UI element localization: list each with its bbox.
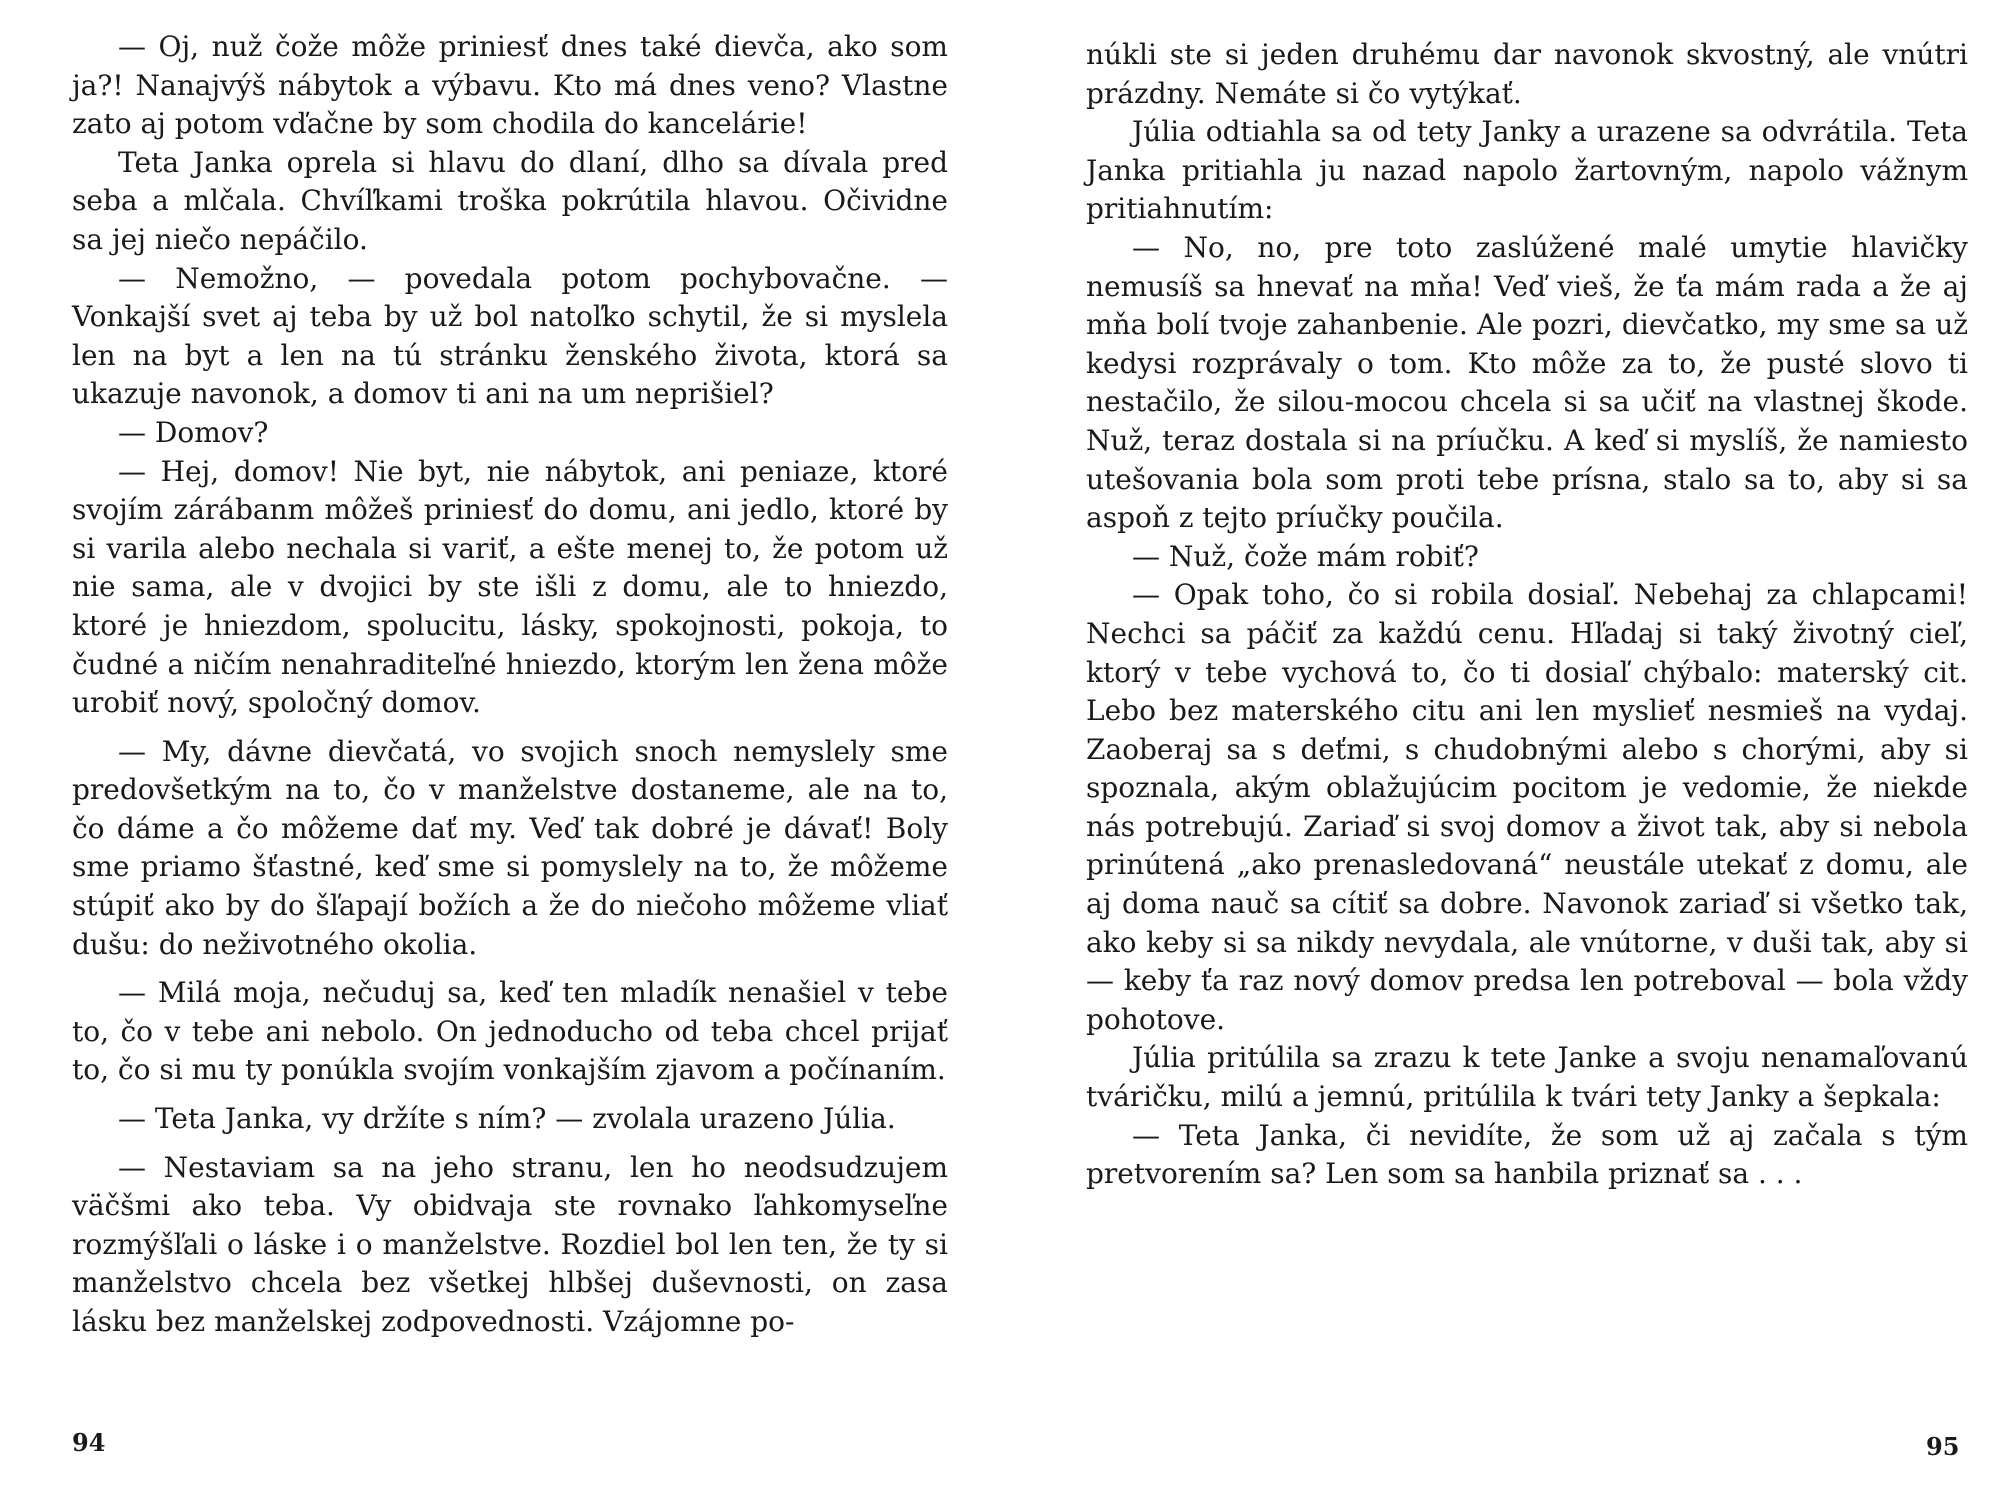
paragraph: — Teta Janka, vy držíte s ním? — zvolala urazeno Júlia. (118, 1102, 896, 1136)
paragraph: — Nemožno, — povedala potom pochybovačne. — Vonkajší svet aj teba by už bol natoľko schytil, že si myslela len na byt a len na tú stránku ženského života, ktorá sa ukazuje navonok, a domov ti ani na um neprišiel? (72, 261, 948, 411)
paragraph: — Nuž, čože mám robiť? (1132, 539, 1479, 573)
paragraph: Júlia pritúlila sa zrazu k tete Janke a svoju nenamaľovanú tváričku, milú a jemnú, pritúlila k tvári tety Janky a šepkala: (1086, 1041, 1968, 1114)
paragraph: — No, no, pre toto zaslúžené malé umytie hlavičky nemusíš sa hnevať na mňa! Veď vieš, že ťa mám rada a že aj mňa bolí tvoje zahanbenie. Ale pozri, dievčatko, my sme sa už kedysi rozprávaly o tom. Kto môže za to, že pusté slovo ti nestačilo, že silou-mocou chcela si sa učiť na vlastnej škode. Nuž, teraz dostala si na príučku. A keď si myslíš, že namiesto utešovania bola som proti tebe prísna, stalo sa to, aby si sa aspoň z tejto príučky poučila. (1086, 230, 1968, 535)
paragraph: Júlia odtiahla sa od tety Janky a urazene sa odvrátila. Teta Janka pritiahla ju nazad napolo žartovným, napolo vážnym pritiahnutím: (1086, 115, 1968, 226)
paragraph: — Opak toho, čo si robila dosiaľ. Nebehaj za chlapcami! Nechci sa páčiť za každú cenu. Hľadaj si taký životný cieľ, ktorý v tebe vychová to, čo ti dosiaľ chýbalo: materský cit. Lebo bez materského citu ani len myslieť nesmieš na vydaj. Zaoberaj sa s deťmi, s chudobnými alebo s chorými, aby si spoznala, akým oblažujúcim pocitom je vedomie, že niekde nás potrebujú. Zariaď si svoj domov a život tak, aby si nebola prinútená „ako prenasledovaná“ neustále utekať z domu, ale aj doma nauč sa cítiť sa dobre. Navonok zariaď si všetko tak, ako keby si sa nikdy nevydala, ale vnútorne, v duši tak, aby si — keby ťa raz nový domov predsa len potreboval — bola vždy pohotove. (1086, 578, 1968, 1036)
paragraph: — Oj, nuž čože môže priniesť dnes také dievča, ako som ja?! Nanajvýš nábytok a výbavu. Kto má dnes veno? Vlastne zato aj potom vďačne by som chodila do kancelárie! (72, 30, 948, 141)
page-number: 95 (1926, 1432, 1960, 1461)
paragraph: — Teta Janka, či nevidíte, že som už aj začala s tým pretvorením sa? Len som sa hanbila priznať sa . . . (1086, 1118, 1968, 1191)
page-number: 94 (72, 1428, 106, 1457)
paragraph: — Nestaviam sa na jeho stranu, len ho neodsudzujem väčšmi ako teba. Vy obidvaja ste rovnako ľahkomyseľne rozmýšľali o láske i o manželstve. Rozdiel bol len ten, že ty si manželstvo chcela bez všetkej hlbšej duševnosti, on zasa lásku bez manželskej zodpovednosti. Vzájomne po- (72, 1150, 948, 1338)
paragraph: núkli ste si jeden druhému dar navonok skvostný, ale vnútri prázdny. Nemáte si čo vytýkať. (1086, 38, 1968, 110)
paragraph: Teta Janka oprela si hlavu do dlaní, dlho sa dívala pred seba a mlčala. Chvíľkami troška pokrútila hlavou. Očividne sa jej niečo nepáčilo. (72, 145, 948, 256)
left-page-text (72, 28, 948, 1342)
paragraph: — My, dávne dievčatá, vo svojich snoch nemyslely sme predovšetkým na to, čo v manželstve dostaneme, ale na to, čo dáme a čo môžeme dať my. Veď tak dobré je dávať! Boly sme priamo šťastné, keď sme si pomyslely na to, že môžeme stúpiť ako by do šľapají božích a že do niečoho môžeme vliať dušu: do neživotného okolia. (72, 734, 948, 961)
paragraph: — Milá moja, nečuduj sa, keď ten mladík nenašiel v tebe to, čo v tebe ani nebolo. On jednoducho od teba chcel prijať to, čo si mu ty ponúkla svojím vonkajším zjavom a počínaním. (72, 976, 948, 1087)
paragraph: — Hej, domov! Nie byt, nie nábytok, ani peniaze, ktoré svojím zárábanm môžeš priniesť do domu, ani jedlo, ktoré by si varila alebo nechala si variť, a ešte menej to, že potom už nie sama, ale v dvojici by ste išli z domu, ale to hniezdo, ktoré je hniezdom, spolucitu, lásky, spokojnosti, pokoja, to čudné a ničím nenahraditeľné hniezdo, ktorým len žena môže urobiť nový, spoločný domov. (72, 454, 948, 720)
right-page-text (1086, 36, 1968, 1194)
paragraph: — Domov? (118, 415, 269, 449)
